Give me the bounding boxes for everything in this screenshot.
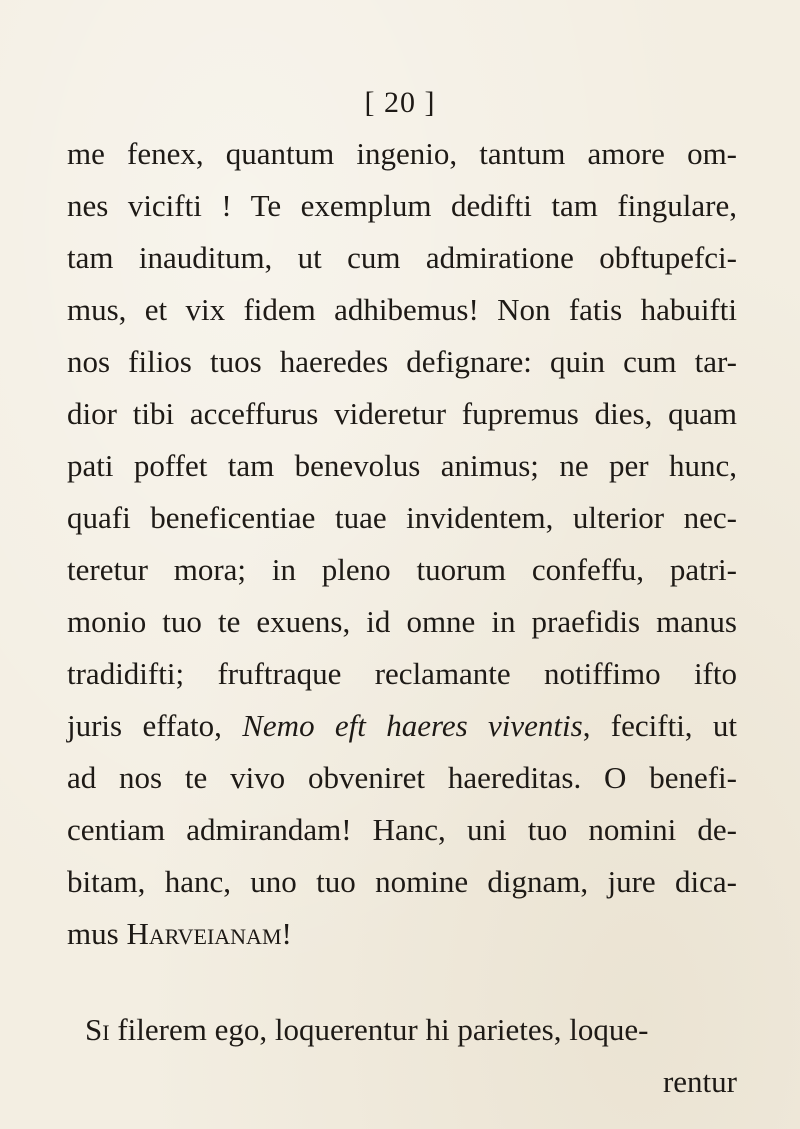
text-line: monio tuo te exuens, id omne in praefidis manus: [67, 604, 737, 639]
text-segment: mus: [67, 916, 127, 951]
text-line: teretur mora; in pleno tuorum confeffu, patri-: [67, 552, 737, 587]
harveian-name: Harveianam: [126, 916, 282, 951]
latin-maxim: Nemo eft haeres viventis: [242, 708, 583, 743]
text-line: me fenex, quantum ingenio, tantum amore om-: [67, 136, 737, 171]
body-text: [67, 128, 737, 1108]
text-line-final: [67, 908, 737, 960]
text-line: tradidifti; fruftraque reclamante notiffimo ifto: [67, 656, 737, 691]
text-line: nos filios tuos haeredes defignare: quin cum tar-: [67, 344, 737, 379]
text-line: centiam admirandam! Hanc, uni tuo nomini de-: [67, 812, 737, 847]
paragraph-opening-line: [67, 1004, 737, 1056]
catchword: rentur: [662, 1064, 737, 1099]
text-line: tam inauditum, ut cum admiratione obftupefci-: [67, 240, 737, 275]
text-line: pati poffet tam benevolus animus; ne per hunc,: [67, 448, 737, 483]
paragraph-gap: [67, 960, 737, 1004]
paragraph-lead-word: Si: [85, 1012, 110, 1047]
text-segment: filerem ego, loquerentur hi parietes, loque-: [109, 1012, 649, 1047]
text-line: quafi beneficentiae tuae invidentem, ulterior nec-: [67, 500, 737, 535]
text-line: nes vicifti ! Te exemplum dedifti tam fingulare,: [67, 188, 737, 223]
text-line: mus, et vix fidem adhibemus! Non fatis habuifti: [67, 292, 737, 327]
text-line: bitam, hanc, uno tuo nomine dignam, jure dica-: [67, 864, 737, 899]
text-segment: juris effato,: [67, 708, 243, 743]
text-segment: , fecifti, ut: [582, 708, 737, 743]
text-line-with-quote: [67, 700, 737, 752]
text-line: ad nos te vivo obveniret haereditas. O benefi-: [67, 760, 737, 795]
text-line: dior tibi acceffurus videretur fupremus dies, quam: [67, 396, 737, 431]
text-segment: !: [281, 916, 292, 951]
page-number: [ 20 ]: [364, 86, 436, 119]
